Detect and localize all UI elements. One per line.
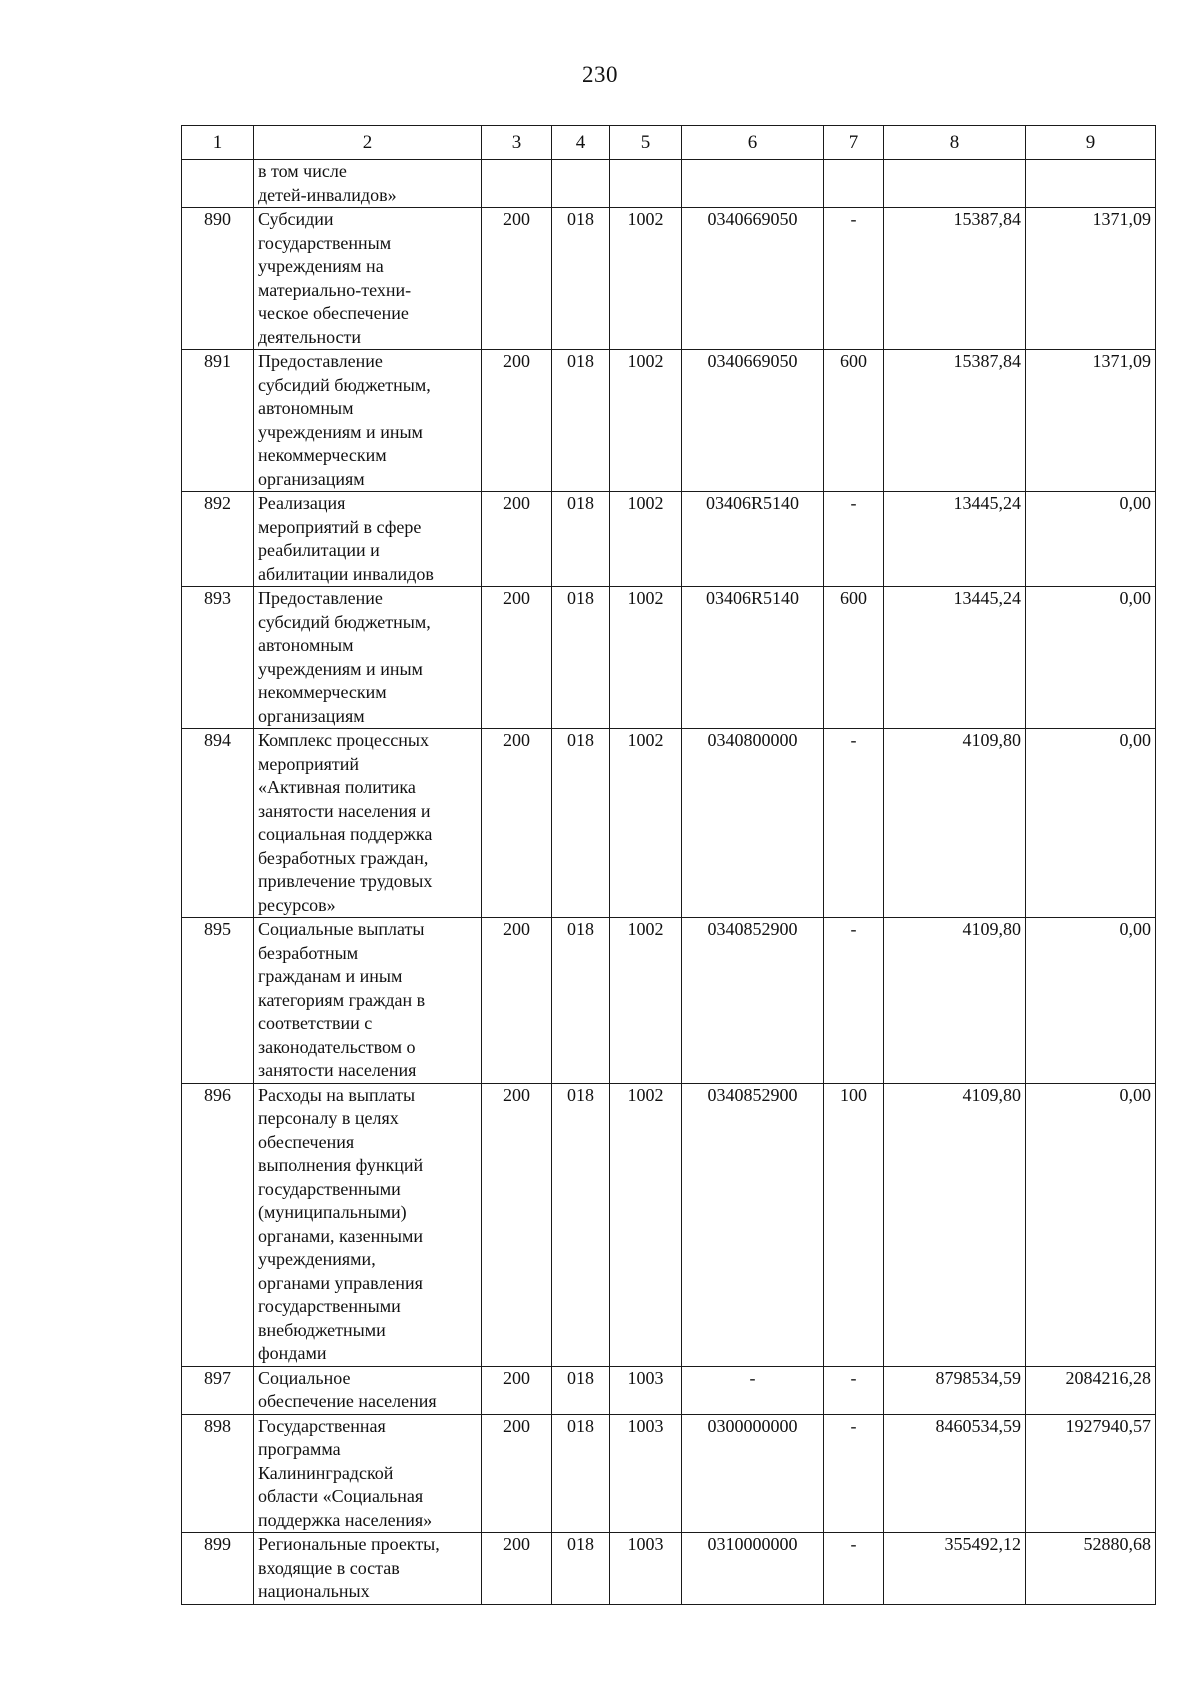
table-row (182, 729, 1156, 918)
cell-col8: 8798534,59 (884, 1366, 1026, 1414)
row-name-line: соответствии с (258, 1013, 373, 1033)
cell-col3: 200 (482, 1083, 552, 1366)
cell-col3 (482, 160, 552, 208)
cell-col9 (1026, 160, 1156, 208)
cell-col6: 0340669050 (682, 350, 824, 492)
row-name-line: Предоставление (258, 351, 383, 371)
row-name-line: «Активная политика (258, 777, 416, 797)
cell-col4: 018 (552, 918, 610, 1084)
cell-col9: 1371,09 (1026, 208, 1156, 350)
cell-col3: 200 (482, 729, 552, 918)
row-name-line: государственными (258, 1178, 401, 1199)
row-name-line: Расходы на выплаты (258, 1084, 416, 1105)
cell-col5 (610, 160, 682, 208)
cell-col3: 200 (482, 350, 552, 492)
row-name-line: выполнения функций (258, 1155, 424, 1175)
row-name-line: безработным (258, 942, 359, 963)
row-name (254, 208, 482, 350)
row-name-line: Комплекс процессных (258, 730, 429, 750)
column-header-9: 9 (1026, 126, 1156, 160)
row-name-line: обеспечения (258, 1131, 355, 1152)
row-name-line: государственным (258, 232, 392, 253)
row-name-line: некоммерческим (258, 682, 387, 702)
cell-col4: 018 (552, 1366, 610, 1414)
cell-col3: 200 (482, 1533, 552, 1605)
cell-col7: - (824, 208, 884, 350)
row-name-line: органами управления (258, 1272, 423, 1293)
cell-col8: 4109,80 (884, 918, 1026, 1084)
cell-col3: 200 (482, 492, 552, 587)
cell-col7: - (824, 729, 884, 918)
column-header-8: 8 (884, 126, 1026, 160)
column-header-5: 5 (610, 126, 682, 160)
row-number: 897 (182, 1366, 254, 1414)
cell-col5: 1002 (610, 1083, 682, 1366)
cell-col5: 1002 (610, 350, 682, 492)
cell-col7: 600 (824, 350, 884, 492)
row-name-line: реабилитации и (258, 540, 380, 560)
row-name-line: детей-инвалидов» (258, 184, 397, 205)
cell-col7: 600 (824, 587, 884, 729)
row-name-line: безработных граждан, (258, 847, 429, 868)
cell-col8: 8460534,59 (884, 1414, 1026, 1533)
row-number: 895 (182, 918, 254, 1084)
row-name-line: учреждениям на (258, 256, 384, 276)
row-name-line: области «Социальная (258, 1486, 424, 1506)
row-name-line: Региональные проекты, (258, 1534, 440, 1554)
cell-col9: 0,00 (1026, 729, 1156, 918)
column-header-2: 2 (254, 126, 482, 160)
cell-col5: 1002 (610, 918, 682, 1084)
row-name-line: категориям граждан в (258, 989, 426, 1010)
cell-col3: 200 (482, 208, 552, 350)
table-header (182, 126, 1156, 160)
row-name-line: Социальные выплаты (258, 919, 425, 939)
cell-col3: 200 (482, 918, 552, 1084)
cell-col5: 1002 (610, 492, 682, 587)
row-number: 891 (182, 350, 254, 492)
table-row (182, 1414, 1156, 1533)
row-number: 898 (182, 1414, 254, 1533)
row-name (254, 587, 482, 729)
row-name-line: учреждениями, (258, 1249, 376, 1269)
row-name-line: материально-техни- (258, 279, 412, 300)
cell-col4 (552, 160, 610, 208)
row-name (254, 1366, 482, 1414)
cell-col9: 52880,68 (1026, 1533, 1156, 1605)
row-name-line: Реализация (258, 493, 346, 513)
row-name-line: государственными (258, 1296, 401, 1316)
table-body (182, 160, 1156, 1605)
row-name-line: гражданам и иным (258, 966, 403, 986)
row-name (254, 1533, 482, 1605)
cell-col6: 03406R5140 (682, 587, 824, 729)
cell-col6: - (682, 1366, 824, 1414)
cell-col9: 1371,09 (1026, 350, 1156, 492)
cell-col4: 018 (552, 587, 610, 729)
cell-col4: 018 (552, 1083, 610, 1366)
cell-col8: 4109,80 (884, 729, 1026, 918)
cell-col4: 018 (552, 1414, 610, 1533)
cell-col3: 200 (482, 1414, 552, 1533)
cell-col7: - (824, 918, 884, 1084)
row-name-line: мероприятий в сфере (258, 516, 422, 537)
column-header-7: 7 (824, 126, 884, 160)
row-name (254, 492, 482, 587)
cell-col8: 15387,84 (884, 208, 1026, 350)
row-name-line: Предоставление (258, 588, 383, 608)
row-number: 892 (182, 492, 254, 587)
cell-col6: 0340852900 (682, 1083, 824, 1366)
cell-col9: 2084216,28 (1026, 1366, 1156, 1414)
cell-col8: 13445,24 (884, 492, 1026, 587)
cell-col7: 100 (824, 1083, 884, 1366)
row-name-line: ресурсов» (258, 894, 336, 915)
row-name-line: автономным (258, 398, 354, 418)
table-row (182, 587, 1156, 729)
row-name-line: привлечение трудовых (258, 871, 433, 891)
cell-col5: 1002 (610, 208, 682, 350)
row-name-line: персоналу в целях (258, 1108, 399, 1128)
row-name-line: национальных (258, 1581, 370, 1601)
row-name-line: органами, казенными (258, 1225, 423, 1246)
cell-col5: 1003 (610, 1533, 682, 1605)
table-row (182, 492, 1156, 587)
cell-col3: 200 (482, 1366, 552, 1414)
cell-col8: 13445,24 (884, 587, 1026, 729)
cell-col7: - (824, 1414, 884, 1533)
column-header-3: 3 (482, 126, 552, 160)
row-name-line: мероприятий (258, 753, 360, 774)
cell-col6: 0340800000 (682, 729, 824, 918)
row-name (254, 350, 482, 492)
row-name-line: занятости населения и (258, 800, 431, 821)
row-name-line: автономным (258, 635, 354, 655)
cell-col5: 1002 (610, 587, 682, 729)
row-name-line: социальная поддержка (258, 824, 433, 844)
cell-col7 (824, 160, 884, 208)
row-name-line: учреждениям и иным (258, 658, 423, 679)
cell-col5: 1002 (610, 729, 682, 918)
budget-table (181, 125, 1156, 1605)
row-name-line: деятельности (258, 326, 362, 347)
cell-col6: 03406R5140 (682, 492, 824, 587)
row-name-line: обеспечение населения (258, 1391, 437, 1411)
row-name-line: фондами (258, 1343, 327, 1363)
header-row (182, 126, 1156, 160)
row-name-line: Субсидии (258, 209, 334, 229)
row-name (254, 729, 482, 918)
cell-col7: - (824, 1533, 884, 1605)
cell-col6: 0300000000 (682, 1414, 824, 1533)
row-number: 893 (182, 587, 254, 729)
column-header-4: 4 (552, 126, 610, 160)
row-number (182, 160, 254, 208)
table-row (182, 1366, 1156, 1414)
row-number: 899 (182, 1533, 254, 1605)
cell-col4: 018 (552, 350, 610, 492)
row-number: 894 (182, 729, 254, 918)
cell-col7: - (824, 492, 884, 587)
row-name-line: ческое обеспечение (258, 303, 409, 323)
cell-col9: 0,00 (1026, 1083, 1156, 1366)
cell-col9: 0,00 (1026, 587, 1156, 729)
row-name-line: поддержка населения» (258, 1509, 433, 1530)
row-name-line: программа (258, 1439, 341, 1459)
table-row (182, 1533, 1156, 1605)
cell-col4: 018 (552, 729, 610, 918)
row-number: 896 (182, 1083, 254, 1366)
cell-col4: 018 (552, 492, 610, 587)
cell-col6 (682, 160, 824, 208)
cell-col8: 4109,80 (884, 1083, 1026, 1366)
row-name-line: учреждениям и иным (258, 421, 423, 442)
cell-col5: 1003 (610, 1414, 682, 1533)
row-name-line: занятости населения (258, 1060, 417, 1080)
cell-col9: 0,00 (1026, 492, 1156, 587)
page-number: 230 (582, 62, 618, 87)
cell-col6: 0310000000 (682, 1533, 824, 1605)
cell-col9: 0,00 (1026, 918, 1156, 1084)
cell-col8 (884, 160, 1026, 208)
table-row (182, 918, 1156, 1084)
cell-col4: 018 (552, 1533, 610, 1605)
row-name-line: входящие в состав (258, 1557, 400, 1578)
row-name-line: субсидий бюджетным, (258, 374, 431, 395)
row-name (254, 918, 482, 1084)
row-name-line: организациям (258, 705, 365, 726)
row-name-line: законодательством о (258, 1036, 416, 1057)
cell-col8: 355492,12 (884, 1533, 1026, 1605)
row-name (254, 1414, 482, 1533)
row-name-line: организациям (258, 468, 365, 489)
cell-col9: 1927940,57 (1026, 1414, 1156, 1533)
row-name-line: (муниципальными) (258, 1202, 407, 1222)
row-name-line: в том числе (258, 161, 347, 181)
cell-col5: 1003 (610, 1366, 682, 1414)
row-name-line: внебюджетными (258, 1319, 386, 1340)
cell-col7: - (824, 1366, 884, 1414)
row-number: 890 (182, 208, 254, 350)
table-row (182, 1083, 1156, 1366)
row-name-line: абилитации инвалидов (258, 563, 434, 584)
row-name-line: некоммерческим (258, 445, 387, 465)
cell-col6: 0340669050 (682, 208, 824, 350)
table-row (182, 350, 1156, 492)
column-header-1: 1 (182, 126, 254, 160)
row-name-line: Социальное (258, 1367, 351, 1388)
cell-col6: 0340852900 (682, 918, 824, 1084)
cell-col8: 15387,84 (884, 350, 1026, 492)
column-header-6: 6 (682, 126, 824, 160)
cell-col4: 018 (552, 208, 610, 350)
cell-col3: 200 (482, 587, 552, 729)
row-name (254, 160, 482, 208)
row-name-line: Государственная (258, 1415, 386, 1436)
row-name-line: Калининградской (258, 1462, 394, 1483)
row-name-line: субсидий бюджетным, (258, 611, 431, 632)
row-name (254, 1083, 482, 1366)
table-row (182, 208, 1156, 350)
table-row (182, 160, 1156, 208)
